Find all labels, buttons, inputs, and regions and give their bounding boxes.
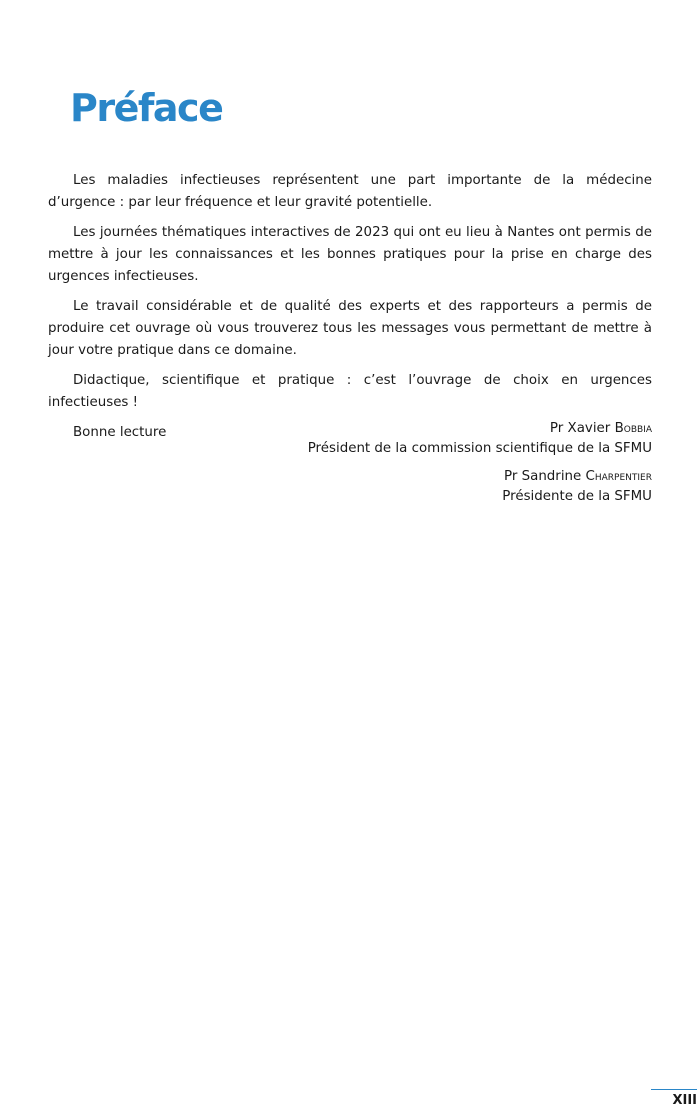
paragraph: Les maladies infectieuses représentent une part importante de la médecine d’urgence : par leur fréquence et leur gravité potentielle. [48,173,652,210]
closing-line: Bonne lecture [73,425,167,440]
signature-name [308,419,652,439]
paragraph: Didactique, scientifique et pratique : c’est l’ouvrage de choix en urgences infectieuses ! [48,373,652,410]
page-title: Préface [70,86,223,130]
preface-body [48,170,652,452]
paragraph: Le travail considérable et de qualité des experts et des rapporteurs a permis de produire cet ouvrage où vous trouverez tous les messages vous permettant de mettre à jour votre pratique dans ce domaine. [48,299,652,358]
page-number: XIII [651,1089,697,1108]
signature-name [308,467,652,487]
signature-surname: Charpentier [585,469,652,484]
signature-bobbia [308,419,652,459]
signature-role: Présidente de la SFMU [502,489,652,504]
signature-charpentier [308,467,652,507]
paragraph: Les journées thématiques interactives de 2023 qui ont eu lieu à Nantes ont permis de mettre à jour les connaissances et les bonnes pratiques pour la prise en charge des urgences infectieuses. [48,225,652,284]
signature-surname: Bobbia [614,421,652,436]
signature-given-name: Pr Sandrine [504,469,582,484]
signature-given-name: Pr Xavier [549,421,611,436]
signatures [308,419,652,515]
signature-role: Président de la commission scientifique de la SFMU [307,441,652,456]
